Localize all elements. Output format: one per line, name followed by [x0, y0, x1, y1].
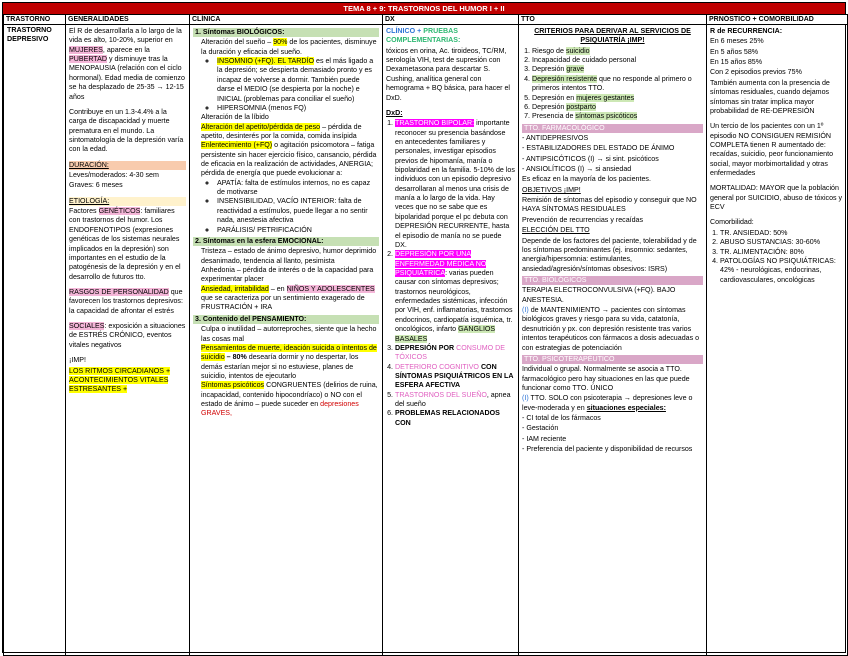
list-item: • Culpa o inutilidad – autorreproches, siente que la hecho las cosas mal — [201, 325, 379, 344]
section-biological: 1. Síntomas BIOLÓGICOS: — [193, 28, 379, 37]
summary-table — [2, 2, 846, 653]
list-item: • Alteración del apetito/pérdida de peso – pérdida de apetito, desinterés por la comida, comida insípida — [201, 123, 379, 142]
recurrence-item: Con 2 episodios previos 75% — [710, 68, 802, 77]
list-item: 2. Incapacidad de cuidado personal — [532, 56, 703, 65]
special-item: - IAM reciente — [522, 434, 567, 443]
list-item: 4. PATOLOGÍAS NO PSIQUIÁTRICAS: 42% - neurológicas, endocrinas, cardiovasculares, oncológicas — [720, 257, 844, 285]
cell-generalidades — [66, 25, 190, 656]
comorbidity-title: Comorbilidad: — [710, 218, 754, 227]
list-item: • Anhedonia – pérdida de interés o de la capacidad para experimentar placer — [201, 266, 379, 285]
cell-pronostico — [707, 25, 848, 656]
drug-item: - ANSIOLÍTICOS (I) → si ansiedad — [522, 165, 632, 174]
referral-criteria-title: CRITERIOS PARA DERIVAR AL SERVICIOS DE PSIQUIATRÍA ¡IMP! — [534, 27, 691, 45]
list-item: • Alteración de la líbido — [201, 113, 379, 122]
list-item: 5. TRASTORNOS DEL SUEÑO, apnea del sueño — [395, 391, 515, 410]
list-item: 3. TR. ALIMENTACIÓN: 80% — [720, 248, 844, 257]
recurrence-note: También aumenta con la presencia de síntomas residuales, cuando dejamos síntomas sin tratar implica mayor probabilidad de RE-DEPRESIÓN — [710, 78, 830, 115]
dxd-list — [395, 119, 515, 428]
duration-title: DURACIÓN: — [69, 161, 186, 170]
list-item: • Pensamientos de muerte, ideación suicida o intentos de suicidio – 80% desearía dormir y no despertar, los demás estarían mejor si no estuviese, planes de suicidio, intentos de ejecutarlo — [201, 344, 379, 381]
cell-clinica — [190, 25, 383, 656]
etiology-title: ETIOLOGÍA: — [69, 197, 186, 206]
drug-item: - ANTIDEPRESIVOS — [522, 133, 589, 142]
cell-dx — [383, 25, 519, 656]
list-item: • Enlentecimiento (+FQ) o agitación psicomotora – fatiga persistente sin hacer ejercicio físico, cansancio, pérdida de eficacia en la realización de actividades, ANERGIA; pérdida de energía que puede evolucionar a: ◦ APATÍA: falta de estímulos internos, no es capaz de motivarse ◦ INSENSIBILIDAD, VACÍO INTERIOR: falta de reactividad a estímulos, puede llegar a no sentir nada, anestesia afectiva ◦ PARÁLISIS/ PETRIFICACIÓN — [201, 141, 379, 235]
mortality-note: MORTALIDAD: MAYOR que la población general por SUICIDIO, abuso de tóxicos y ECV — [710, 184, 843, 212]
section-pharmacological: TTO. FARMACOLÓGICO — [522, 124, 703, 133]
list-item: ◦ INSENSIBILIDAD, VACÍO INTERIOR: falta de reactividad a estímulos, puede llegar a no sentir nada, anestesia afectiva — [217, 197, 379, 225]
list-item: ◦ APATÍA: falta de estímulos internos, no es capaz de motivarse — [217, 179, 379, 198]
gen-burden: Contribuye en un 1.3-4.4% a la carga de discapacidad y muerte prematura en el mundo. La sintomatología de la depresión varía con la edad. — [69, 107, 184, 154]
special-item: - Preferencia del paciente y disponibilidad de recursos — [522, 445, 693, 454]
biological-list — [201, 38, 379, 235]
choice-text: Depende de los factores del paciente, tolerabilidad y de los síntomas predominantes (ej. insomnio: sedantes, anergia/hipersomnia: estimulantes, ansiedad/agresión/síntomas obsesivos: ISRS) — [522, 236, 697, 273]
list-item: • Síntomas psicóticos CONGRUENTES (delirios de ruina, incapacidad, contenido hipocondríaco) o NO con el estado de ánimo – puede suceder en depresiones GRAVES, — [201, 381, 379, 418]
dxd-title: DxD: — [386, 108, 403, 117]
cell-trastorno — [4, 25, 66, 656]
psycho-text: Individual o grupal. Normalmente se asocia a TTO. farmacológico pero hay situaciones en las que puede funcionar como TTO. ÚNICO — [522, 365, 690, 392]
circadian-note: LOS RITMOS CIRCADIANOS + ACONTECIMIENTOS VITALES ESTRESANTES + — [69, 366, 171, 394]
list-item: 6. PROBLEMAS RELACIONADOS CON — [395, 409, 515, 428]
content-table — [3, 14, 848, 656]
col-header-generalidades: GENERALIDADES — [66, 15, 190, 25]
list-item: • Ansiedad, irritabilidad – en NIÑOS Y ADOLESCENTES que se caracteriza por un sentimiento exagerado de FRUSTRACIÓN + IRA — [201, 285, 379, 313]
section-thought: 3. Contenido del PENSAMIENTO: — [193, 315, 379, 324]
efficacy-note: Es eficaz en la mayoría de los pacientes. — [522, 175, 651, 184]
etiology-personality: RASGOS DE PERSONALIDAD que favorecen los trastornos depresivos: la capacidad de afrontar el estrés — [69, 287, 183, 315]
col-header-tto: TTO — [519, 15, 707, 25]
etiology-genetic: Factores GENÉTICOS: familiares con trastornos del humor. Los ENDOFENOTIPOS (expresiones genéticas de los sistemas neurales implicados en la depresión) son importantes en el estudio de la patogénesis de la depresión y en el desarrollo de futuros tto. — [69, 207, 181, 281]
list-item: 3. DEPRESIÓN POR CONSUMO DE TÓXICOS — [395, 344, 515, 363]
recurrence-item: En 5 años 58% — [710, 47, 759, 56]
recurrence-item: En 15 años 85% — [710, 58, 763, 67]
emotional-list — [201, 247, 379, 313]
table-row — [4, 25, 848, 656]
ect-text: TERAPIA ELECTROCONVULSIVA (+FQ). BAJO ANESTESIA. — [522, 286, 676, 304]
gen-epidemiology: El R de desarrollarla a lo largo de la vida es alto, 10-20%, superior en MUJERES, aparece en la PUBERTAD y disminuye tras la MENOPAUSIA (relación con el ciclo hormonal). Edad media de comienzo se ha desplazado de 25-35 → 12-15 años — [69, 27, 185, 101]
psycho-only: (I) TTO. SOLO con psicoterapia → depresiones leve o leve-moderada y en situaciones especiales: — [522, 394, 693, 412]
col-header-clinica: CLÍNICA — [190, 15, 383, 25]
duration-mild: Leves/moderados: 4-30 sem — [69, 171, 159, 180]
important-note: ¡IMP! — [69, 356, 86, 365]
list-item: 4. Depresión resistente que no responde al primero o primeros intentos TTO. — [532, 75, 703, 94]
cell-tto — [519, 25, 707, 656]
list-item: 2. DEPRESIÓN POR UNA ENFERMEDAD MÉDICA NO PSIQUIÁTRICA: varias pueden causar con síntomas depresivos; trastornos neurológicos, enfermedades sistémicas, infección por VIH, enf. inflamatorias, trastornos endocrinos, cardiopatía isquémica, tr. oncológicos, infarto GANGLIOS BASALES — [395, 250, 515, 344]
page-title: TEMA 8 + 9: TRASTORNOS DEL HUMOR I + II — [3, 3, 845, 14]
disorder-name: TRASTORNO DEPRESIVO — [7, 26, 52, 44]
section-biological-tto: TTO. BIOLÓGICOS — [522, 276, 703, 285]
col-header-dx: DX — [383, 15, 519, 25]
list-item: 1. TR. ANSIEDAD: 50% — [720, 229, 844, 238]
list-item: • Tristeza – estado de ánimo depresivo, humor deprimido desanimado, tendencia al llanto, pesimista — [201, 247, 379, 266]
drug-item: - ESTABILIZADORES DEL ESTADO DE ÁNIMO — [522, 144, 675, 153]
list-item: • Alteración del sueño – 90% de los pacientes, disminuye la duración y eficacia del sueño. ◦ INSOMNIO (+FQ). EL TARDÍO es el más ligado a la depresión; se despierta demasiado pronto y es incapaz de volverse a dormir. También puede darse el MEDIO (se despierta por la noche) e INICIAL (problemas para conciliar el sueño) ◦ HIPERSOMNIA (menos FQ) — [201, 38, 379, 113]
col-header-pronostico: PRNÓSTICO + COMORBILIDAD — [707, 15, 848, 25]
list-item: 1. Riesgo de suicidio — [532, 47, 703, 56]
objectives-title: OBJETIVOS ¡IMP! — [522, 185, 581, 194]
special-item: - Gestación — [522, 424, 559, 433]
objective-1: Remisión de síntomas del episodio y conseguir que NO HAYA SÍNTOMAS RESIDUALES — [522, 196, 697, 214]
list-item: 3. Depresión grave — [532, 65, 703, 74]
recurrence-title: R de RECURRENCIA: — [710, 27, 783, 35]
special-item: - CI total de los fármacos — [522, 414, 601, 423]
section-psychotherapy: TTO. PSICOTERAPÉUTICO — [522, 355, 703, 364]
list-item: 1. TRASTORNO BIPOLAR: importante reconocer su presencia basándose en antecedentes familiares y personales, investigar episodios previos de hipomanía, manía o bipolaridad en la familia. 5-10% de los individuos con un episodio depresivo desarrollaran al menos una crisis de manía a lo largo de la vida. Hay veces que no se sabe que es bipolaridad porque el pc debuta con DEPRESIÓN RECURRENTE, hasta el episodio de manía no se puede DX. — [395, 119, 515, 250]
ect-maintenance: (I) de MANTENIMIENTO → pacientes con síntomas biológicos graves y riesgo para su vida, catatonía, desnutrición y px. con depresión resistente tras varios intentos terapéuticos con fármacos a dosis adecuadas o con estrategias de potenciación — [522, 306, 700, 352]
list-item: 4. DETERIORO COGNITIVO CON SÍNTOMAS PSIQUIÁTRICOS EN LA ESFERA AFECTIVA — [395, 363, 515, 391]
header-row — [4, 15, 848, 25]
list-item: 6. Depresión postparto — [532, 103, 703, 112]
list-item: 5. Depresión en mujeres gestantes — [532, 94, 703, 103]
choice-title: ELECCIÓN DEL TTO — [522, 226, 590, 235]
col-header-trastorno: TRASTORNO — [4, 15, 66, 25]
list-item: ◦ PARÁLISIS/ PETRIFICACIÓN — [217, 226, 379, 235]
thought-list — [201, 325, 379, 419]
duration-severe: Graves: 6 meses — [69, 181, 123, 190]
etiology-social: SOCIALES: exposición a situaciones de ESTRÉS CRÓNICO, eventos vitales negativos — [69, 322, 186, 349]
dx-heading: CLÍNICO + PRUEBAS COMPLEMENTARIAS: — [386, 27, 461, 45]
section-emotional: 2. Síntomas en la esfera EMOCIONAL: — [193, 237, 379, 246]
objective-2: Prevención de recurrencias y recaídas — [522, 215, 644, 224]
list-item: 7. Presencia de síntomas psicóticos — [532, 112, 703, 121]
dx-tests: tóxicos en orina, Ac. tiroideos, TC/RM, serología VIH, test de supresión con Dexametasona para descartar S. Cushing, analítica general con hemograma + BQ básica, para hacer el DxD. — [386, 46, 511, 102]
referral-list — [532, 47, 703, 122]
comorbidity-list — [720, 229, 844, 285]
drug-item: - ANTIPSICÓTICOS (I) → si sint. psicóticos — [522, 154, 659, 163]
list-item: 2. ABUSO SUSTANCIAS: 30-60% — [720, 238, 844, 247]
list-item: ◦ HIPERSOMNIA (menos FQ) — [217, 104, 379, 113]
recurrence-item: En 6 meses 25% — [710, 37, 764, 46]
remission-note: Un tercio de los pacientes con un 1º episodio NO CONSIGUEN REMISIÓN COMPLETA tienen R aumentado de: recaídas, suicidio, peor funcionamiento social, mayor morbimortalidad y otras enfermedades — [710, 122, 834, 178]
list-item: ◦ INSOMNIO (+FQ). EL TARDÍO es el más ligado a la depresión; se despierta demasiado pronto y es incapaz de volverse a dormir. También puede darse el MEDIO (se despierta por la noche) e INICIAL (problemas para conciliar el sueño) — [217, 57, 379, 104]
